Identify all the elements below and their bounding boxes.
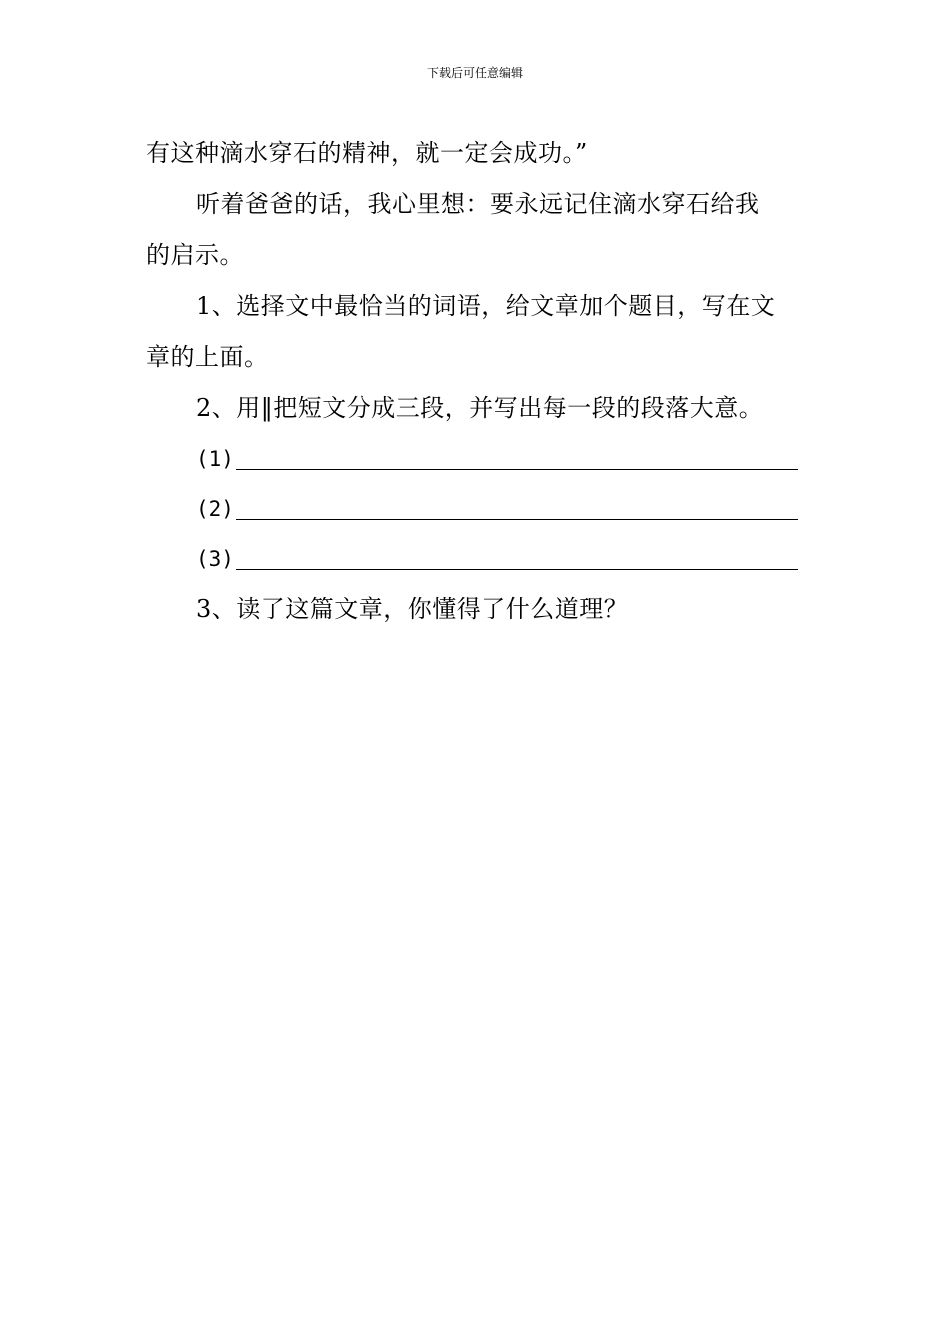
- answer-blank-label: (1): [196, 447, 234, 471]
- question-3: 3、读了这篇文章，你懂得了什么道理？: [196, 595, 629, 623]
- story-paragraph-line: 的启示。: [146, 241, 244, 269]
- answer-blank-2[interactable]: [146, 484, 808, 534]
- answer-blank-3[interactable]: [146, 534, 808, 584]
- page-header: 下载后可任意编辑: [426, 66, 523, 80]
- question-1: 1、选择文中最恰当的词语，给文章加个题目，写在文: [196, 292, 776, 320]
- answer-underline: [236, 468, 798, 470]
- story-closing-line: 有这种滴水穿石的精神，就一定会成功。”: [146, 139, 588, 167]
- question-2: 2、用‖把短文分成三段，并写出每一段的段落大意。: [196, 394, 764, 422]
- answer-blank-1[interactable]: [146, 434, 808, 484]
- answer-underline: [236, 518, 798, 520]
- story-paragraph-line: 听着爸爸的话，我心里想：要永远记住滴水穿石给我: [196, 190, 760, 218]
- answer-blank-label: (2): [196, 497, 234, 521]
- answer-underline: [236, 568, 798, 570]
- answer-blank-label: (3): [196, 547, 234, 571]
- document-body: [146, 128, 808, 635]
- question-1-continued: 章的上面。: [146, 343, 269, 371]
